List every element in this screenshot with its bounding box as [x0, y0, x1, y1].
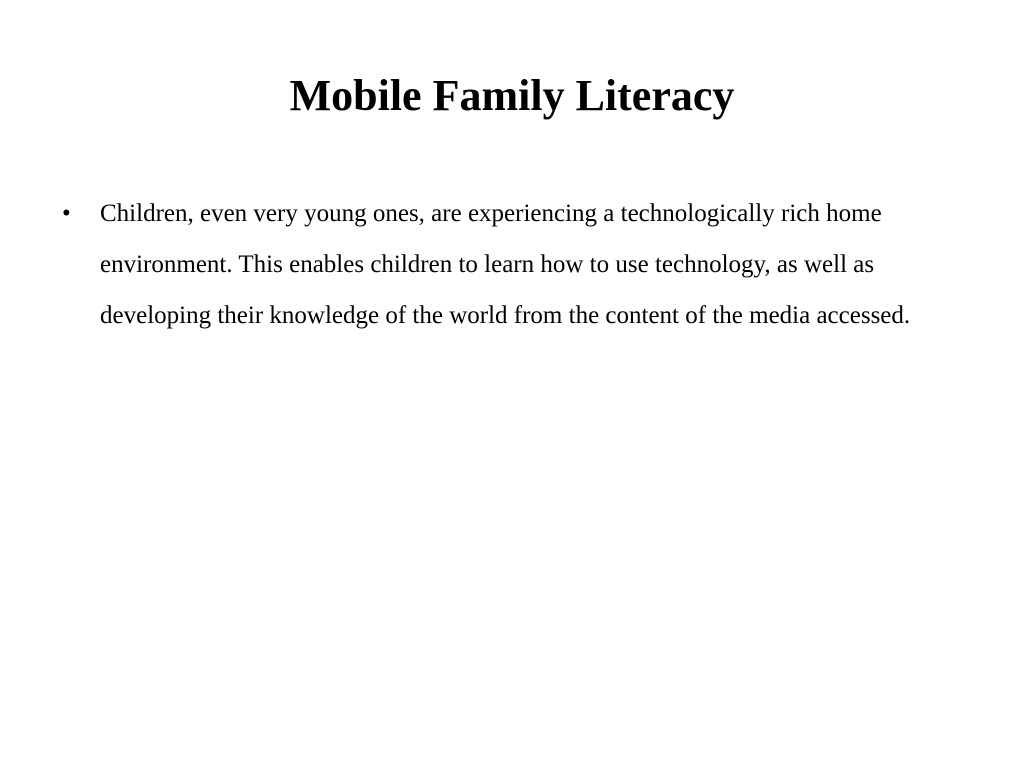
bullet-item [62, 188, 962, 341]
bullet-list [62, 188, 962, 341]
bullet-text: Children, even very young ones, are experiencing a technologically rich home environment. This enables children to learn how to use technology, as well as developing their knowledge of the world from the content of the media accessed. [100, 200, 911, 329]
bullet-marker: • [62, 200, 71, 227]
slide-title: Mobile Family Literacy [289, 71, 735, 120]
